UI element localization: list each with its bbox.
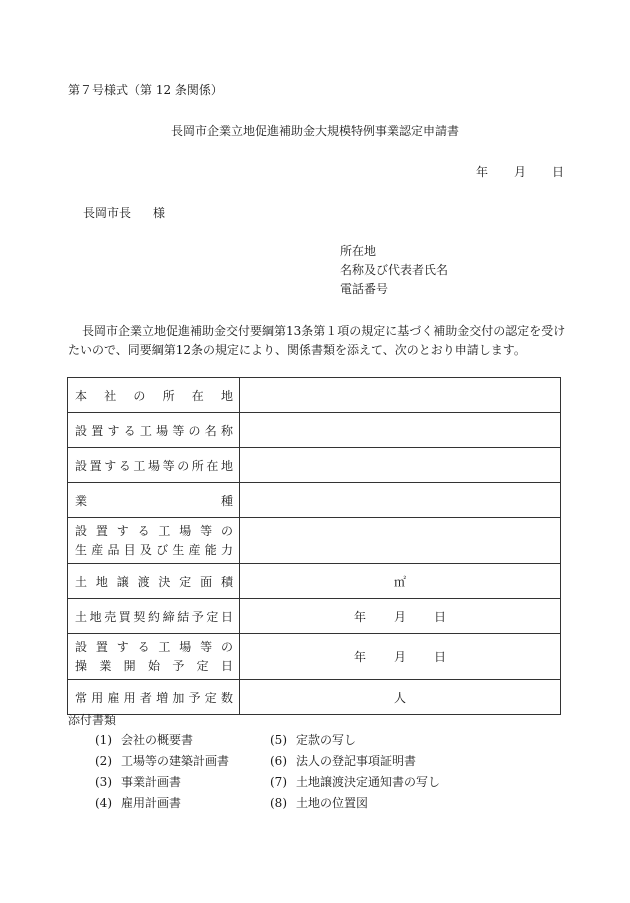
- table-row: [68, 564, 561, 599]
- list-item: (3) 事業計画書 (7) 土地譲渡決定通知書の写し: [95, 775, 441, 789]
- list-item: (1) 会社の概要書 (5) 定款の写し: [95, 733, 357, 747]
- row-label: 業 種: [68, 483, 240, 518]
- date-year: 年: [476, 165, 489, 179]
- attachments-heading: 添付書類: [68, 713, 117, 727]
- applicant-address-label: 所在地: [340, 244, 377, 258]
- contract-date-field[interactable]: 年 月 日: [240, 599, 561, 634]
- row-label: 土地売買契約締結予定日: [68, 599, 240, 634]
- applicant-name-label: 名称及び代表者氏名: [340, 263, 449, 277]
- row-label: 設置する工場等の 操業開始予定日: [68, 634, 240, 680]
- unit-persons: 人: [393, 690, 406, 705]
- row-label: 土地譲渡決定面積: [68, 564, 240, 599]
- addressee-honorific: 様: [153, 206, 166, 220]
- table-row: [68, 413, 561, 448]
- row-label: 設置する工場等の所在地: [68, 448, 240, 483]
- table-row: [68, 634, 561, 680]
- products-capacity-field[interactable]: [240, 518, 561, 564]
- table-row: [68, 518, 561, 564]
- row-label: 設置する工場等の 生産品目及び生産能力: [68, 518, 240, 564]
- applicant-block: [340, 242, 448, 299]
- table-row: [68, 448, 561, 483]
- unit-square-meter: ㎡: [393, 574, 406, 589]
- table-row: [68, 378, 561, 413]
- application-statement: 長岡市企業立地促進補助金交付要綱第13条第１項の規定に基づく補助金交付の認定を受けたいので、同要綱第12条の規定により、関係書類を添えて、次のとおり申請します。: [68, 324, 566, 357]
- application-date: [476, 163, 564, 180]
- table-row: [68, 599, 561, 634]
- form-number: 第７号様式（第 12 条関係）: [68, 83, 223, 97]
- date-month: 月: [514, 165, 527, 179]
- factory-address-field[interactable]: [240, 448, 561, 483]
- list-item: (2) 工場等の建築計画書 (6) 法人の登記事項証明書: [95, 754, 417, 768]
- table-row: [68, 680, 561, 715]
- factory-name-field[interactable]: [240, 413, 561, 448]
- attachments-list: [95, 730, 495, 814]
- row-label: 常用雇用者増加予定数: [68, 680, 240, 715]
- industry-field[interactable]: [240, 483, 561, 518]
- addressee-name: 長岡市長: [83, 206, 132, 220]
- applicant-phone-label: 電話番号: [340, 282, 389, 296]
- addressee: [83, 204, 165, 221]
- document-title: 長岡市企業立地促進補助金大規模特例事業認定申請書: [170, 124, 459, 138]
- head-office-address-field[interactable]: [240, 378, 561, 413]
- employee-increase-field[interactable]: [240, 680, 561, 715]
- application-table: [67, 377, 561, 715]
- row-label: 設置する工場等の名称: [68, 413, 240, 448]
- list-item: (4) 雇用計画書 (8) 土地の位置図: [95, 796, 369, 810]
- table-row: [68, 483, 561, 518]
- land-area-field[interactable]: [240, 564, 561, 599]
- date-day: 日: [552, 165, 565, 179]
- row-label: 本社の所在地: [68, 378, 240, 413]
- operation-start-date-field[interactable]: 年 月 日: [240, 634, 561, 680]
